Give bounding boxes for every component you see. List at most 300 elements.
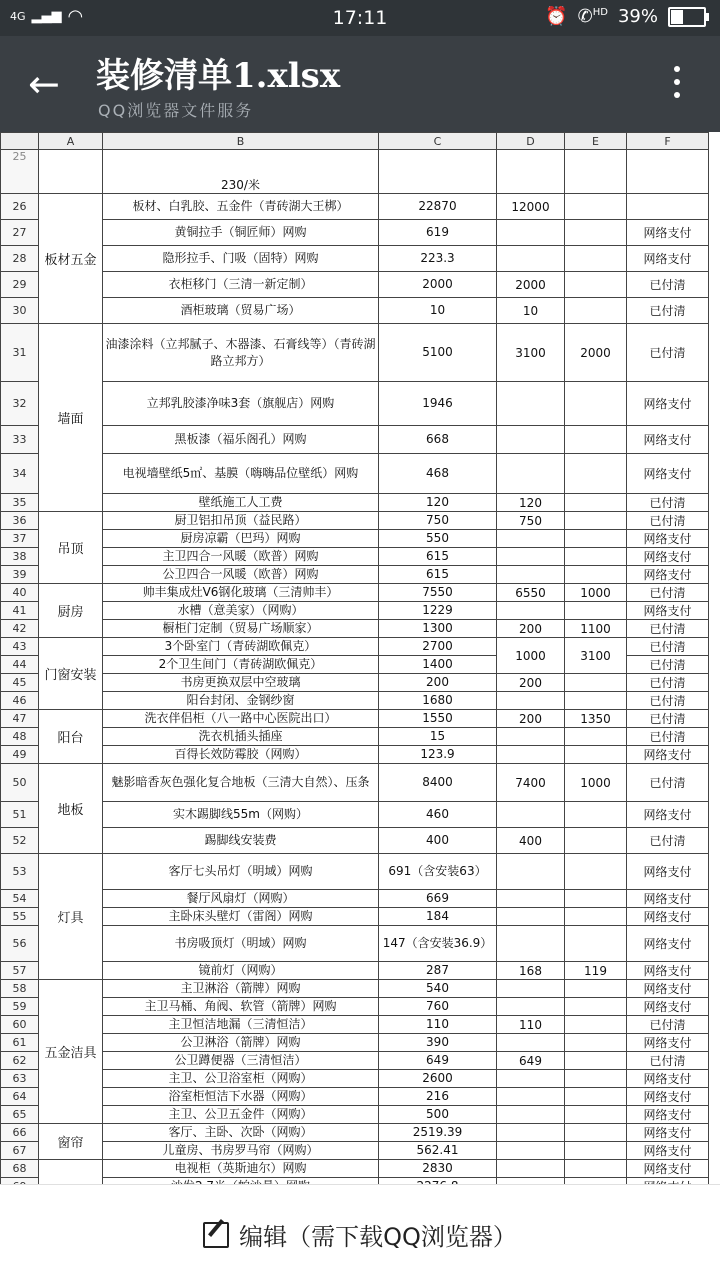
row-number[interactable]: 40 — [1, 584, 39, 602]
paid-cell[interactable]: 3100 — [497, 324, 565, 382]
balance-cell[interactable] — [565, 890, 627, 908]
edit-button[interactable] — [0, 1217, 720, 1252]
row-number[interactable]: 61 — [1, 1034, 39, 1052]
row-number[interactable]: 39 — [1, 566, 39, 584]
item-cell[interactable]: 踢脚线安装费 — [103, 828, 379, 854]
balance-cell[interactable] — [565, 246, 627, 272]
balance-cell[interactable]: 1350 — [565, 710, 627, 728]
balance-cell[interactable] — [565, 566, 627, 584]
cell-e[interactable] — [565, 150, 627, 194]
row-number[interactable]: 38 — [1, 548, 39, 566]
paid-cell[interactable] — [497, 998, 565, 1016]
balance-cell[interactable] — [565, 1142, 627, 1160]
amount-cell[interactable]: 110 — [379, 1016, 497, 1034]
back-arrow-icon[interactable]: ← — [28, 62, 60, 106]
table-row — [1, 220, 709, 246]
row-number[interactable]: 25 — [1, 150, 39, 194]
cell-a[interactable] — [39, 150, 103, 194]
status-cell[interactable]: 已付清 — [627, 298, 709, 324]
paid-cell[interactable] — [497, 1106, 565, 1124]
amount-cell[interactable]: 400 — [379, 828, 497, 854]
paid-cell[interactable]: 200 — [497, 710, 565, 728]
item-cell[interactable]: 公卫四合一风暖（欧普）网购 — [103, 566, 379, 584]
item-cell[interactable]: 主卫马桶、角阀、软管（箭牌）网购 — [103, 998, 379, 1016]
status-cell[interactable]: 已付清 — [627, 692, 709, 710]
row-number[interactable]: 31 — [1, 324, 39, 382]
amount-cell[interactable]: 200 — [379, 674, 497, 692]
status-cell[interactable]: 已付清 — [627, 584, 709, 602]
item-cell[interactable]: 油漆涂料（立邦腻子、木器漆、石膏线等）（青砖湖路立邦方） — [103, 324, 379, 382]
item-cell[interactable]: 隐形拉手、门吸（固特）网购 — [103, 246, 379, 272]
amount-cell[interactable]: 562.41 — [379, 1142, 497, 1160]
amount-cell[interactable]: 669 — [379, 890, 497, 908]
paid-cell[interactable]: 110 — [497, 1016, 565, 1034]
balance-cell[interactable] — [565, 454, 627, 494]
amount-cell[interactable]: 10 — [379, 298, 497, 324]
status-cell[interactable]: 网络支付 — [627, 426, 709, 454]
spreadsheet-table — [0, 132, 709, 1214]
paid-cell[interactable] — [497, 602, 565, 620]
amount-cell[interactable]: 22870 — [379, 194, 497, 220]
balance-cell[interactable] — [565, 530, 627, 548]
paid-cell[interactable]: 168 — [497, 962, 565, 980]
item-cell[interactable]: 主卫淋浴（箭牌）网购 — [103, 980, 379, 998]
status-cell[interactable]: 已付清 — [627, 764, 709, 802]
paid-cell[interactable] — [497, 220, 565, 246]
item-cell[interactable]: 壁纸施工人工费 — [103, 494, 379, 512]
table-row — [1, 382, 709, 426]
item-cell[interactable]: 阳台封闭、金钢纱窗 — [103, 692, 379, 710]
category-cell[interactable]: 吊顶 — [39, 512, 103, 584]
paid-cell[interactable] — [497, 1088, 565, 1106]
paid-cell[interactable] — [497, 566, 565, 584]
item-cell[interactable]: 电视墙壁纸5㎡、基膜（嗨嗨品位壁纸）网购 — [103, 454, 379, 494]
amount-cell[interactable]: 15 — [379, 728, 497, 746]
amount-cell[interactable]: 750 — [379, 512, 497, 530]
row-number[interactable]: 43 — [1, 638, 39, 656]
amount-cell[interactable]: 1229 — [379, 602, 497, 620]
status-cell[interactable]: 网络支付 — [627, 1106, 709, 1124]
amount-cell[interactable]: 2600 — [379, 1070, 497, 1088]
item-cell[interactable]: 黑板漆（福乐阁孔）网购 — [103, 426, 379, 454]
item-cell[interactable]: 公卫淋浴（箭牌）网购 — [103, 1034, 379, 1052]
amount-cell[interactable]: 550 — [379, 530, 497, 548]
row-number[interactable]: 28 — [1, 246, 39, 272]
row-number[interactable]: 54 — [1, 890, 39, 908]
status-cell[interactable]: 已付清 — [627, 828, 709, 854]
amount-cell[interactable]: 2700 — [379, 638, 497, 656]
row-number[interactable]: 44 — [1, 656, 39, 674]
amount-cell[interactable]: 147（含安装36.9） — [379, 926, 497, 962]
balance-cell[interactable] — [565, 426, 627, 454]
balance-cell[interactable] — [565, 602, 627, 620]
row-number[interactable]: 62 — [1, 1052, 39, 1070]
paid-cell[interactable]: 400 — [497, 828, 565, 854]
category-cell[interactable]: 地板 — [39, 764, 103, 854]
status-cell[interactable]: 网络支付 — [627, 890, 709, 908]
row-number[interactable]: 64 — [1, 1088, 39, 1106]
status-cell[interactable]: 网络支付 — [627, 454, 709, 494]
balance-cell[interactable]: 1000 — [565, 584, 627, 602]
column-header[interactable]: F — [627, 133, 709, 150]
row-number[interactable]: 56 — [1, 926, 39, 962]
item-cell[interactable]: 百得长效防霉胶（网购） — [103, 746, 379, 764]
paid-cell[interactable] — [497, 1142, 565, 1160]
status-cell[interactable]: 网络支付 — [627, 548, 709, 566]
item-cell[interactable]: 衣柜移门（三清一新定制） — [103, 272, 379, 298]
column-header[interactable]: E — [565, 133, 627, 150]
amount-cell[interactable]: 5100 — [379, 324, 497, 382]
row-number[interactable]: 30 — [1, 298, 39, 324]
category-cell[interactable]: 厨房 — [39, 584, 103, 638]
table-row — [1, 194, 709, 220]
amount-cell[interactable]: 287 — [379, 962, 497, 980]
item-cell[interactable]: 公卫蹲便器（三清恒洁） — [103, 1052, 379, 1070]
status-cell[interactable]: 网络支付 — [627, 802, 709, 828]
status-cell[interactable]: 网络支付 — [627, 746, 709, 764]
balance-cell[interactable] — [565, 746, 627, 764]
paid-cell[interactable]: 200 — [497, 620, 565, 638]
amount-cell[interactable]: 619 — [379, 220, 497, 246]
status-cell[interactable] — [627, 194, 709, 220]
paid-cell[interactable] — [497, 1070, 565, 1088]
table-row — [1, 620, 709, 638]
balance-cell[interactable] — [565, 674, 627, 692]
category-cell[interactable]: 窗帘 — [39, 1124, 103, 1160]
amount-cell[interactable]: 216 — [379, 1088, 497, 1106]
status-cell[interactable]: 网络支付 — [627, 1070, 709, 1088]
table-row — [1, 926, 709, 962]
amount-cell[interactable]: 2000 — [379, 272, 497, 298]
item-cell[interactable]: 浴室柜恒洁下水器（网购） — [103, 1088, 379, 1106]
paid-cell[interactable] — [497, 854, 565, 890]
column-header[interactable]: B — [103, 133, 379, 150]
status-cell[interactable]: 已付清 — [627, 1016, 709, 1034]
balance-cell[interactable] — [565, 494, 627, 512]
paid-cell[interactable] — [497, 802, 565, 828]
status-cell[interactable]: 已付清 — [627, 620, 709, 638]
row-number[interactable]: 65 — [1, 1106, 39, 1124]
balance-cell[interactable] — [565, 382, 627, 426]
balance-cell[interactable]: 3100 — [565, 638, 627, 674]
status-cell[interactable]: 网络支付 — [627, 980, 709, 998]
row-number[interactable]: 45 — [1, 674, 39, 692]
status-cell[interactable]: 已付清 — [627, 728, 709, 746]
status-cell[interactable]: 已付清 — [627, 324, 709, 382]
paid-cell[interactable] — [497, 454, 565, 494]
balance-cell[interactable] — [565, 728, 627, 746]
balance-cell[interactable] — [565, 1106, 627, 1124]
balance-cell[interactable] — [565, 1160, 627, 1178]
category-cell[interactable]: 墙面 — [39, 324, 103, 512]
amount-cell[interactable]: 390 — [379, 1034, 497, 1052]
status-cell[interactable]: 网络支付 — [627, 1034, 709, 1052]
row-number[interactable]: 67 — [1, 1142, 39, 1160]
paid-cell[interactable] — [497, 426, 565, 454]
balance-cell[interactable] — [565, 1052, 627, 1070]
paid-cell[interactable] — [497, 980, 565, 998]
column-header[interactable]: A — [39, 133, 103, 150]
item-cell[interactable]: 主卫恒洁地漏（三清恒洁） — [103, 1016, 379, 1034]
item-cell[interactable]: 实木踢脚线55m（网购） — [103, 802, 379, 828]
table-row — [1, 602, 709, 620]
table-row — [1, 908, 709, 926]
table-row — [1, 1124, 709, 1142]
paid-cell[interactable] — [497, 1034, 565, 1052]
amount-cell[interactable]: 540 — [379, 980, 497, 998]
status-cell[interactable]: 网络支付 — [627, 1160, 709, 1178]
item-cell[interactable]: 主卫、公卫五金件（网购） — [103, 1106, 379, 1124]
row-number[interactable]: 60 — [1, 1016, 39, 1034]
status-cell[interactable]: 网络支付 — [627, 1088, 709, 1106]
item-cell[interactable]: 魅影暗香灰色强化复合地板（三清大自然）、压条 — [103, 764, 379, 802]
amount-cell[interactable]: 2519.39 — [379, 1124, 497, 1142]
status-cell[interactable]: 已付清 — [627, 494, 709, 512]
balance-cell[interactable] — [565, 298, 627, 324]
balance-cell[interactable] — [565, 1070, 627, 1088]
amount-cell[interactable]: 468 — [379, 454, 497, 494]
item-cell[interactable]: 餐厅风扇灯（网购） — [103, 890, 379, 908]
row-number[interactable]: 51 — [1, 802, 39, 828]
column-header[interactable]: D — [497, 133, 565, 150]
balance-cell[interactable]: 1000 — [565, 764, 627, 802]
status-cell[interactable]: 已付清 — [627, 656, 709, 674]
amount-cell[interactable]: 184 — [379, 908, 497, 926]
category-cell[interactable]: 板材五金 — [39, 194, 103, 324]
status-cell[interactable]: 网络支付 — [627, 854, 709, 890]
paid-cell[interactable]: 12000 — [497, 194, 565, 220]
more-vert-icon[interactable] — [674, 66, 684, 105]
paid-cell[interactable]: 2000 — [497, 272, 565, 298]
item-cell[interactable]: 厨房凉霸（巴玛）网购 — [103, 530, 379, 548]
paid-cell[interactable] — [497, 746, 565, 764]
amount-cell[interactable]: 1680 — [379, 692, 497, 710]
item-cell[interactable]: 主卫、公卫浴室柜（网购） — [103, 1070, 379, 1088]
status-cell[interactable]: 网络支付 — [627, 998, 709, 1016]
item-cell[interactable]: 酒柜玻璃（贸易广场） — [103, 298, 379, 324]
paid-cell[interactable]: 7400 — [497, 764, 565, 802]
paid-cell[interactable] — [497, 1160, 565, 1178]
item-cell[interactable]: 水槽（意美家）（网购） — [103, 602, 379, 620]
category-cell[interactable]: 五金洁具 — [39, 980, 103, 1124]
table-row — [1, 530, 709, 548]
column-header[interactable]: C — [379, 133, 497, 150]
item-cell[interactable]: 客厅七头吊灯（明域）网购 — [103, 854, 379, 890]
paid-cell[interactable]: 750 — [497, 512, 565, 530]
row-number[interactable]: 34 — [1, 454, 39, 494]
amount-cell[interactable]: 1400 — [379, 656, 497, 674]
balance-cell[interactable] — [565, 1034, 627, 1052]
status-cell[interactable]: 已付清 — [627, 272, 709, 298]
amount-cell[interactable]: 615 — [379, 548, 497, 566]
amount-cell[interactable]: 1300 — [379, 620, 497, 638]
balance-cell[interactable] — [565, 512, 627, 530]
status-cell[interactable]: 已付清 — [627, 674, 709, 692]
balance-cell[interactable] — [565, 272, 627, 298]
status-cell[interactable]: 已付清 — [627, 710, 709, 728]
row-number[interactable]: 47 — [1, 710, 39, 728]
amount-cell[interactable]: 120 — [379, 494, 497, 512]
amount-cell[interactable]: 649 — [379, 1052, 497, 1070]
paid-cell[interactable]: 120 — [497, 494, 565, 512]
amount-cell[interactable]: 615 — [379, 566, 497, 584]
paid-cell[interactable] — [497, 692, 565, 710]
paid-cell[interactable] — [497, 530, 565, 548]
amount-cell[interactable]: 8400 — [379, 764, 497, 802]
item-cell[interactable]: 电视柜（英斯迪尔）网购 — [103, 1160, 379, 1178]
status-cell[interactable]: 网络支付 — [627, 1124, 709, 1142]
paid-cell[interactable] — [497, 382, 565, 426]
amount-cell[interactable]: 1946 — [379, 382, 497, 426]
table-row — [1, 454, 709, 494]
paid-cell[interactable]: 10 — [497, 298, 565, 324]
row-number[interactable]: 27 — [1, 220, 39, 246]
category-cell[interactable]: 门窗安装 — [39, 638, 103, 710]
amount-cell[interactable]: 7550 — [379, 584, 497, 602]
item-cell[interactable]: 橱柜门定制（贸易广场顺家） — [103, 620, 379, 638]
amount-cell[interactable]: 460 — [379, 802, 497, 828]
paid-cell[interactable] — [497, 1124, 565, 1142]
balance-cell[interactable] — [565, 1088, 627, 1106]
status-cell[interactable]: 网络支付 — [627, 602, 709, 620]
row-number[interactable]: 26 — [1, 194, 39, 220]
balance-cell[interactable] — [565, 802, 627, 828]
row-number[interactable]: 33 — [1, 426, 39, 454]
balance-cell[interactable] — [565, 980, 627, 998]
status-cell[interactable]: 网络支付 — [627, 246, 709, 272]
cell-b[interactable]: 230/米 — [103, 150, 379, 194]
balance-cell[interactable] — [565, 926, 627, 962]
balance-cell[interactable] — [565, 548, 627, 566]
paid-cell[interactable] — [497, 246, 565, 272]
paid-cell[interactable] — [497, 890, 565, 908]
balance-cell[interactable]: 1100 — [565, 620, 627, 638]
row-number[interactable]: 58 — [1, 980, 39, 998]
item-cell[interactable]: 儿童房、书房罗马帘（网购） — [103, 1142, 379, 1160]
call-icon: ✆$^{HD}$ — [577, 6, 608, 27]
row-number[interactable]: 52 — [1, 828, 39, 854]
battery-icon — [668, 7, 706, 27]
paid-cell[interactable] — [497, 926, 565, 962]
item-cell[interactable]: 立邦乳胶漆净味3套（旗舰店）网购 — [103, 382, 379, 426]
status-cell[interactable]: 网络支付 — [627, 962, 709, 980]
balance-cell[interactable] — [565, 1124, 627, 1142]
paid-cell[interactable]: 649 — [497, 1052, 565, 1070]
category-cell[interactable]: 灯具 — [39, 854, 103, 980]
row-number[interactable]: 32 — [1, 382, 39, 426]
row-number[interactable]: 49 — [1, 746, 39, 764]
status-cell[interactable]: 网络支付 — [627, 530, 709, 548]
amount-cell[interactable]: 123.9 — [379, 746, 497, 764]
amount-cell[interactable]: 668 — [379, 426, 497, 454]
balance-cell[interactable] — [565, 1016, 627, 1034]
row-number[interactable]: 46 — [1, 692, 39, 710]
amount-cell[interactable]: 1550 — [379, 710, 497, 728]
row-number[interactable]: 63 — [1, 1070, 39, 1088]
status-cell[interactable]: 网络支付 — [627, 566, 709, 584]
cell-c[interactable] — [379, 150, 497, 194]
item-cell[interactable]: 主卧床头壁灯（雷阁）网购 — [103, 908, 379, 926]
paid-cell[interactable]: 1000 — [497, 638, 565, 674]
item-cell[interactable]: 板材、白乳胶、五金件（青砖湖大王梆） — [103, 194, 379, 220]
row-number[interactable]: 55 — [1, 908, 39, 926]
paid-cell[interactable] — [497, 548, 565, 566]
item-cell[interactable]: 洗衣伴侣柜（八一路中心医院出口） — [103, 710, 379, 728]
item-cell[interactable]: 2个卫生间门（青砖湖欧佩克） — [103, 656, 379, 674]
cell-f[interactable] — [627, 150, 709, 194]
status-cell[interactable]: 网络支付 — [627, 926, 709, 962]
category-cell[interactable]: 阳台 — [39, 710, 103, 764]
item-cell[interactable]: 洗衣机插头插座 — [103, 728, 379, 746]
amount-cell[interactable]: 500 — [379, 1106, 497, 1124]
row-number[interactable]: 48 — [1, 728, 39, 746]
balance-cell[interactable]: 119 — [565, 962, 627, 980]
amount-cell[interactable]: 760 — [379, 998, 497, 1016]
balance-cell[interactable] — [565, 220, 627, 246]
balance-cell[interactable] — [565, 998, 627, 1016]
item-cell[interactable]: 3个卧室门（青砖湖欧佩克） — [103, 638, 379, 656]
amount-cell[interactable]: 223.3 — [379, 246, 497, 272]
amount-cell[interactable]: 2830 — [379, 1160, 497, 1178]
item-cell[interactable]: 书房吸顶灯（明域）网购 — [103, 926, 379, 962]
status-cell[interactable]: 网络支付 — [627, 220, 709, 246]
row-number[interactable]: 53 — [1, 854, 39, 890]
item-cell[interactable]: 书房更换双层中空玻璃 — [103, 674, 379, 692]
status-cell[interactable]: 网络支付 — [627, 382, 709, 426]
paid-cell[interactable]: 6550 — [497, 584, 565, 602]
amount-cell[interactable]: 691（含安装63） — [379, 854, 497, 890]
item-cell[interactable]: 厨卫铝扣吊顶（益民路） — [103, 512, 379, 530]
spreadsheet-view[interactable] — [0, 132, 720, 1184]
item-cell[interactable]: 镜前灯（网购） — [103, 962, 379, 980]
status-cell[interactable]: 网络支付 — [627, 1142, 709, 1160]
row-number[interactable]: 59 — [1, 998, 39, 1016]
row-number[interactable]: 68 — [1, 1160, 39, 1178]
status-cell[interactable]: 已付清 — [627, 512, 709, 530]
table-row — [1, 854, 709, 890]
balance-cell[interactable] — [565, 828, 627, 854]
row-number[interactable]: 36 — [1, 512, 39, 530]
status-cell[interactable]: 已付清 — [627, 638, 709, 656]
balance-cell[interactable] — [565, 854, 627, 890]
item-cell[interactable]: 帅丰集成灶V6钢化玻璃（三清帅丰） — [103, 584, 379, 602]
cell-d[interactable] — [497, 150, 565, 194]
status-bar — [0, 0, 720, 36]
item-cell[interactable]: 客厅、主卧、次卧（网购） — [103, 1124, 379, 1142]
row-number[interactable]: 41 — [1, 602, 39, 620]
row-number[interactable]: 29 — [1, 272, 39, 298]
row-number[interactable]: 66 — [1, 1124, 39, 1142]
status-cell[interactable]: 已付清 — [627, 1052, 709, 1070]
row-number[interactable]: 57 — [1, 962, 39, 980]
balance-cell[interactable] — [565, 692, 627, 710]
row-number[interactable]: 50 — [1, 764, 39, 802]
status-cell[interactable]: 网络支付 — [627, 908, 709, 926]
balance-cell[interactable] — [565, 908, 627, 926]
row-number[interactable]: 42 — [1, 620, 39, 638]
table-row — [1, 1016, 709, 1034]
balance-cell[interactable] — [565, 194, 627, 220]
row-number[interactable]: 35 — [1, 494, 39, 512]
table-row — [1, 1070, 709, 1088]
paid-cell[interactable] — [497, 908, 565, 926]
paid-cell[interactable]: 200 — [497, 674, 565, 692]
balance-cell[interactable]: 2000 — [565, 324, 627, 382]
item-cell[interactable]: 主卫四合一风暖（欧普）网购 — [103, 548, 379, 566]
row-number[interactable]: 37 — [1, 530, 39, 548]
paid-cell[interactable] — [497, 728, 565, 746]
item-cell[interactable]: 黄铜拉手（铜匠师）网购 — [103, 220, 379, 246]
